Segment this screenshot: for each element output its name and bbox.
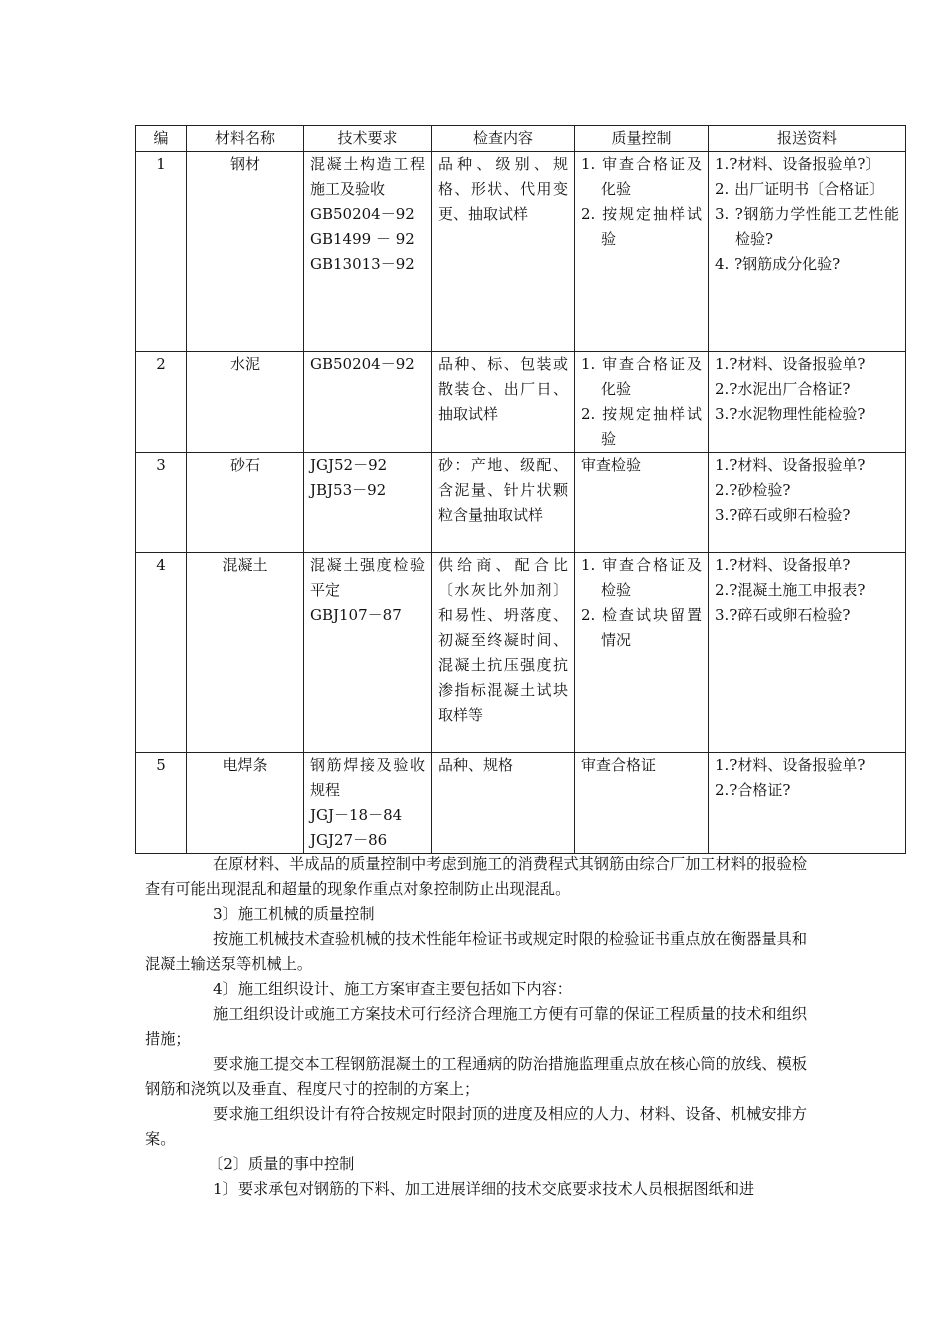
table-row <box>136 352 906 453</box>
doc-item: 3.?碎石或卵石检验? <box>715 606 851 624</box>
table-row <box>136 753 906 854</box>
header-tech-requirements: 技术要求 <box>304 126 432 152</box>
quality-item: 1. 审查合格证及化验 <box>581 155 702 198</box>
quality-item: 2. 检查试块留置情况 <box>581 606 702 649</box>
material-name: 砂石 <box>187 453 304 553</box>
tech-line: GB13013－92 <box>310 255 415 273</box>
tech-requirements <box>304 753 432 854</box>
paragraph: 按施工机械技术查验机械的技术性能年检证书或规定时限的检验证书重点放在衡器量具和混凝土输送泵等机械上。 <box>145 930 807 973</box>
quality-item: 2. 按规定抽样试验 <box>581 205 702 248</box>
row-number: 3 <box>136 453 187 553</box>
paragraph: 1〕要求承包对钢筋的下料、加工进展详细的技术交底要求技术人员根据图纸和进 <box>213 1180 755 1198</box>
doc-item: 2.?混凝土施工申报表? <box>715 581 866 599</box>
table-row <box>136 152 906 352</box>
section-heading: 〔2〕质量的事中控制 <box>208 1155 355 1173</box>
quality-item: 2. 按规定抽样试验 <box>581 405 702 448</box>
tech-line: JGJ52－92 <box>310 456 388 474</box>
table-header-row <box>136 126 906 152</box>
table-row <box>136 453 906 553</box>
doc-item: 2.?砂检验? <box>715 481 791 499</box>
doc-item: 3. ?钢筋力学性能工艺性能检验? <box>715 205 899 248</box>
quality-control <box>575 753 709 854</box>
submitted-docs <box>709 152 906 352</box>
paragraph: 在原材料、半成品的质量控制中考虑到施工的消费程式其钢筋由综合厂加工材料的报验检查有可能出现混乱和超量的现象作重点对象控制防止出现混乱。 <box>145 855 807 898</box>
section-heading: 4〕施工组织设计、施工方案审查主要包括如下内容： <box>213 980 572 998</box>
tech-line: JGJ－18－84 <box>310 806 403 824</box>
quality-control <box>575 453 709 553</box>
material-name: 电焊条 <box>187 753 304 854</box>
tech-line: 钢筋焊接及验收规程 <box>310 756 425 799</box>
header-material-name: 材料名称 <box>187 126 304 152</box>
doc-item: 1.?材料、设备报单? <box>715 556 851 574</box>
doc-item: 3.?水泥物理性能检验? <box>715 405 866 423</box>
tech-line: 混凝土构造工程施工及验收 <box>310 155 425 198</box>
check-content: 品种、级别、规格、形状、代用变更、抽取试样 <box>432 152 575 352</box>
tech-line: GBJ107－87 <box>310 606 402 624</box>
quality-item: 审查检验 <box>581 456 642 474</box>
materials-table <box>135 125 906 854</box>
check-content: 供给商、配合比〔水灰比外加剂〕和易性、坍落度、初凝至终凝时间、混凝土抗压强度抗渗指标混凝土试块取样等 <box>432 553 575 753</box>
tech-line: GB50204－92 <box>310 205 415 223</box>
quality-control <box>575 352 709 453</box>
tech-line: JGJ27－86 <box>310 831 388 849</box>
header-number: 编 <box>136 126 187 152</box>
submitted-docs <box>709 352 906 453</box>
doc-item: 2.?水泥出厂合格证? <box>715 380 851 398</box>
quality-item: 1. 审查合格证及化验 <box>581 355 702 398</box>
doc-item: 2. 出厂证明书〔合格证〕 <box>715 180 885 198</box>
check-content: 品种、标、包装或散装仓、出厂日、抽取试样 <box>432 352 575 453</box>
row-number: 4 <box>136 553 187 753</box>
doc-item: 4. ?钢筋成分化验? <box>715 255 841 273</box>
material-name: 混凝土 <box>187 553 304 753</box>
submitted-docs <box>709 453 906 553</box>
quality-control <box>575 553 709 753</box>
material-name: 水泥 <box>187 352 304 453</box>
paragraph: 施工组织设计或施工方案技术可行经济合理施工方便有可靠的保证工程质量的技术和组织措施； <box>145 1005 807 1048</box>
quality-item: 审查合格证 <box>581 756 657 774</box>
header-quality-control: 质量控制 <box>575 126 709 152</box>
submitted-docs <box>709 753 906 854</box>
doc-item: 1.?材料、设备报验单?〕 <box>715 155 881 173</box>
table-row <box>136 553 906 753</box>
submitted-docs <box>709 553 906 753</box>
doc-item: 3.?碎石或卵石检验? <box>715 506 851 524</box>
tech-line: GB50204－92 <box>310 355 415 373</box>
tech-line: JBJ53－92 <box>310 481 387 499</box>
row-number: 2 <box>136 352 187 453</box>
doc-item: 1.?材料、设备报验单? <box>715 456 866 474</box>
paragraph: 要求施工提交本工程钢筋混凝土的工程通病的防治措施监理重点放在核心筒的放线、模板钢筋和浇筑以及垂直、程度尺寸的控制的方案上； <box>145 1055 807 1098</box>
paragraph: 要求施工组织设计有符合按规定时限封顶的进度及相应的人力、材料、设备、机械安排方案。 <box>145 1105 807 1148</box>
doc-item: 2.?合格证? <box>715 781 791 799</box>
check-content: 砂：产地、级配、含泥量、针片状颗粒含量抽取试样 <box>432 453 575 553</box>
quality-item: 1. 审查合格证及检验 <box>581 556 702 599</box>
tech-requirements <box>304 453 432 553</box>
tech-requirements <box>304 553 432 753</box>
header-check-content: 检查内容 <box>432 126 575 152</box>
doc-item: 1.?材料、设备报验单? <box>715 756 866 774</box>
material-name: 钢材 <box>187 152 304 352</box>
section-heading: 3〕施工机械的质量控制 <box>213 905 375 923</box>
tech-requirements <box>304 152 432 352</box>
tech-line: 混凝土强度检验平定 <box>310 556 425 599</box>
header-submitted-docs: 报送资料 <box>709 126 906 152</box>
doc-item: 1.?材料、设备报验单? <box>715 355 866 373</box>
tech-line: GB1499 － 92 <box>310 230 415 248</box>
row-number: 5 <box>136 753 187 854</box>
check-content: 品种、规格 <box>432 753 575 854</box>
quality-control <box>575 152 709 352</box>
tech-requirements <box>304 352 432 453</box>
body-text <box>145 852 807 1202</box>
row-number: 1 <box>136 152 187 352</box>
